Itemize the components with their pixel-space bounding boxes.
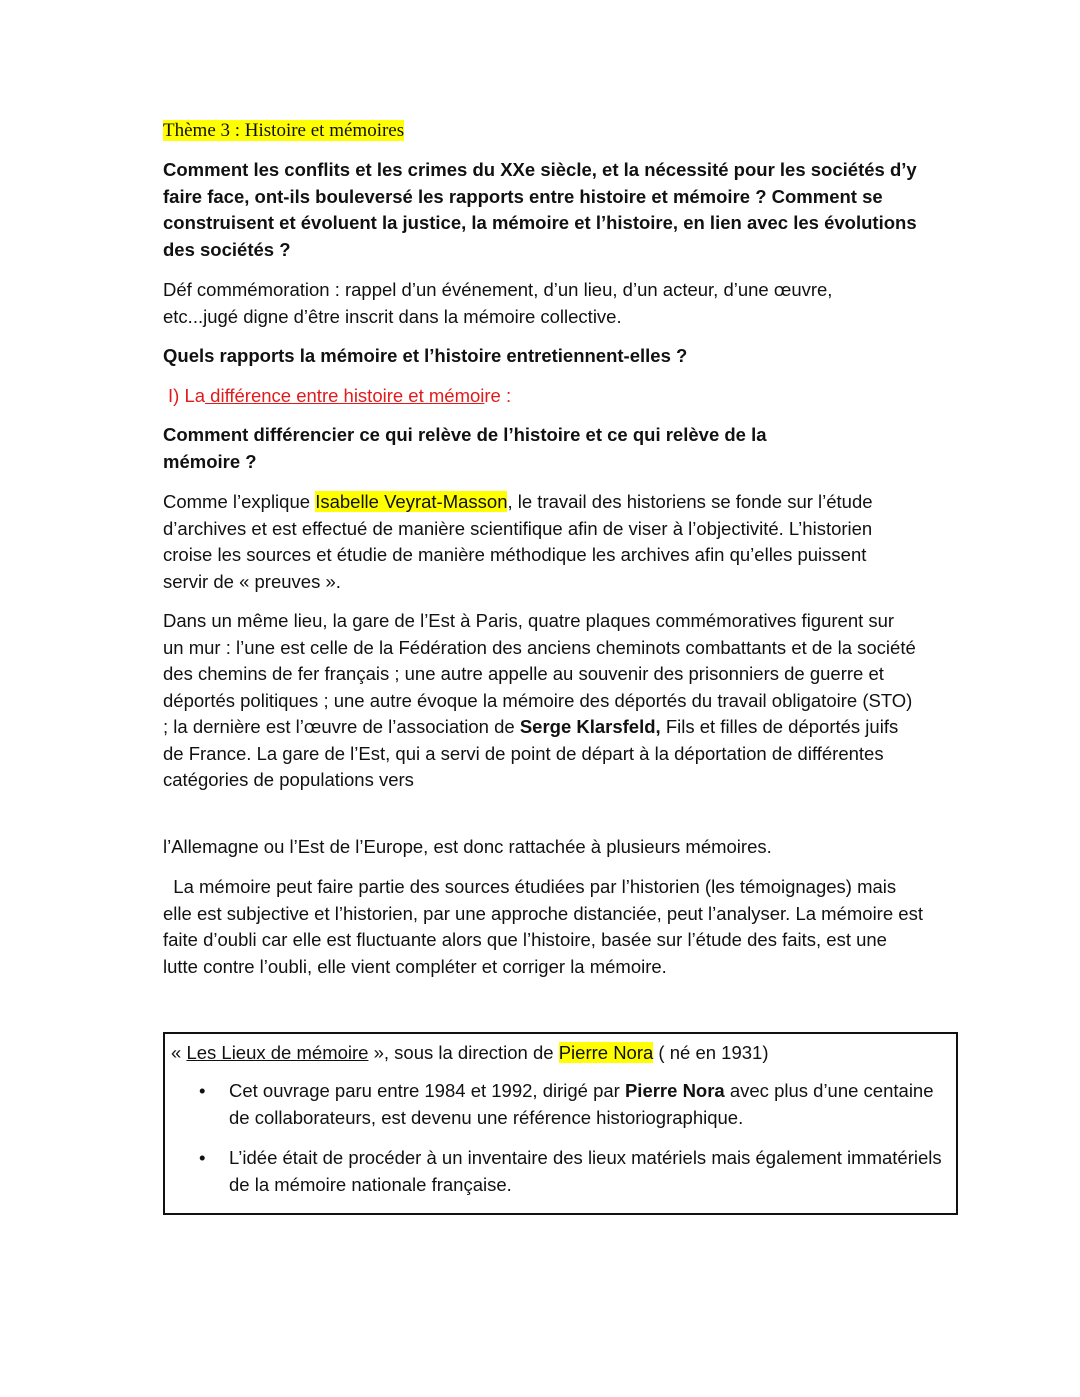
section-heading-1	[168, 383, 928, 410]
highlighted-name-veyrat-masson: Isabelle Veyrat-Masson	[315, 491, 508, 512]
problematique: Comment les conflits et les crimes du XXe siècle, et la nécessité pour les sociétés d’y faire face, ont-ils bouleversé les rapports entre histoire et mémoire ? Comment se construisent et évoluent la justice, la mémoire et l’histoire, en lien avec les évolutions des sociétés ?	[163, 159, 917, 260]
sub-question: Comment différencier ce qui relève de l’histoire et ce qui relève de la mémoire ?	[163, 424, 767, 472]
section-underlined: différence entre histoire et mémoi	[205, 385, 485, 406]
theme-heading	[163, 117, 923, 145]
section-prefix: I) La	[168, 385, 206, 406]
box-title	[171, 1040, 769, 1066]
paragraph-memoire-subjective: La mémoire peut faire partie des sources étudiées par l’historien (les témoignages) mais elle est subjective et l’historien, par une approche distanciée, peut l’analyser. La mémoire est faite d’oubli car elle est fluctuante alors que l’histoire, basée sur l’étude des faits, est une lutte contre l’oubli, elle vient compléter et corriger la mémoire.	[163, 876, 929, 977]
main-question: Quels rapports la mémoire et l’histoire entretiennent-elles ?	[163, 345, 688, 366]
definition-commemoration	[163, 277, 923, 330]
bullet-icon: •	[199, 1147, 206, 1168]
paragraph-historians-end: , le travail des historiens se fonde sur l’étude d’archives et est effectué de manière scientifique afin de viser à l’objectivité. L’historien croise les sources et étudie de manière méthodique les archives afin qu’elles puissent servir de « preuves ».	[163, 491, 873, 592]
list-item	[165, 1145, 945, 1198]
paragraph-gare-end: Fils et filles de déportés juifs de France. La gare de l’Est, qui a servi de point de départ à la déportation de différentes catégories de populations vers	[163, 716, 899, 790]
work-title: Les Lieux de mémoire	[186, 1042, 369, 1063]
definition-line-2: etc...jugé digne d’être inscrit dans la mémoire collective.	[163, 305, 622, 327]
bold-name-pierre-nora: Pierre Nora	[624, 1080, 725, 1101]
paragraph-historians	[163, 489, 908, 595]
box-title-middle: », sous la direction de	[368, 1042, 559, 1063]
bold-name-klarsfeld: Serge Klarsfeld,	[519, 716, 661, 737]
lieux-de-memoire-box	[163, 1032, 958, 1215]
box-bullet-list	[165, 1078, 945, 1212]
list-item	[165, 1078, 945, 1131]
bullet1-start: Cet ouvrage paru entre 1984 et 1992, dirigé par	[229, 1080, 625, 1101]
section-suffix: re :	[484, 385, 512, 406]
paragraph-gare-de-l-est	[163, 608, 918, 794]
bullet2-text: L’idée était de procéder à un inventaire des lieux matériels mais également immatériels de la mémoire nationale française.	[229, 1147, 942, 1195]
paragraph-rattachee: l’Allemagne ou l’Est de l’Europe, est donc rattachée à plusieurs mémoires.	[163, 836, 772, 857]
bullet1-end: avec plus d’une centaine de collaborateurs, est devenu une référence historiographique.	[229, 1080, 934, 1128]
theme-label: Thème 3 : Histoire et mémoires	[163, 120, 405, 141]
paragraph-gare-start: Dans un même lieu, la gare de l’Est à Paris, quatre plaques commémoratives figurent sur un mur : l’une est celle de la Fédération des anciens cheminots combattants et de la société des chemins de fer français ; une autre appelle au souvenir des prisonniers de guerre et déportés politiques ; une autre évoque la mémoire des déportés du travail obligatoire (STO) ; la dernière est l’œuvre de l’association de	[163, 610, 916, 737]
definition-line-1: Déf commémoration : rappel d’un événement, d’un lieu, d’un acteur, d’une œuvre,	[163, 279, 833, 300]
open-quote: «	[171, 1042, 187, 1063]
highlighted-name-pierre-nora: Pierre Nora	[558, 1042, 654, 1063]
bullet-icon: •	[199, 1080, 206, 1101]
paragraph-historians-start: Comme l’explique	[163, 491, 316, 512]
birth-year: ( né en 1931)	[653, 1042, 769, 1063]
